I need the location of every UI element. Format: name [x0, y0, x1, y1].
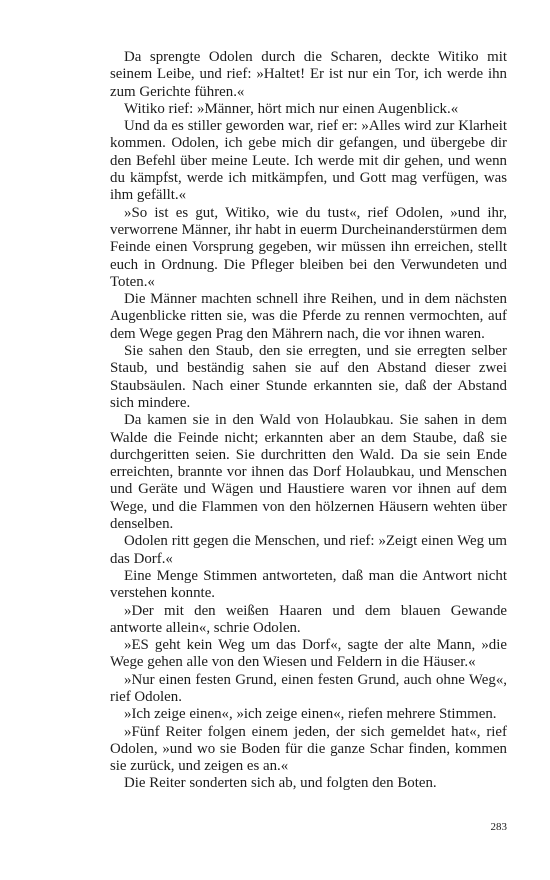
paragraph: Die Reiter sonderten sich ab, und folgten den Boten. — [124, 775, 437, 792]
paragraph: Da kamen sie in den Wald von Holaubkau. Sie sahen in dem Walde die Feinde nicht; erkannten aber an dem Staube, daß sie durchgeritten seien. Sie durchritten den Wald. Da sie sein Ende erreichten, brannte vor ihnen das Dorf Holaubkau, und Menschen und Geräte und Wägen und Haustiere waren vor ihnen auf dem Wege, und die Flammen von den hölzernen Häusern wehten über denselben. — [110, 412, 507, 533]
paragraph: »Ich zeige einen«, »ich zeige einen«, riefen mehrere Stimmen. — [124, 706, 497, 723]
paragraph: »Fünf Reiter folgen einem jeden, der sich gemeldet hat«, rief Odolen, »und wo sie Boden für die ganze Schar finden, kommen sie zurück, und zeigen es an.« — [110, 723, 507, 775]
paragraph: Odolen ritt gegen die Menschen, und rief: »Zeigt einen Weg um das Dorf.« — [110, 533, 507, 567]
paragraph: Witiko rief: »Männer, hört mich nur einen Augenblick.« — [124, 100, 459, 117]
page-number: 283 — [490, 821, 507, 833]
paragraph: Da sprengte Odolen durch die Scharen, deckte Witiko mit seinem Leibe, und rief: »Haltet! Er ist nur ein Tor, ich werde ihn zum Gerichte führen.« — [110, 49, 507, 100]
paragraph: Und da es stiller geworden war, rief er: »Alles wird zur Klarheit kommen. Odolen, ich gebe mich dir gefangen, und übergebe dir den Befehl über meine Leute. Ich werde mit dir gehen, und wenn du kämpfst, werde ich mitkämpfen, und Gott mag verfügen, was ihm gefällt.« — [110, 118, 507, 204]
paragraph: »Nur einen festen Grund, einen festen Grund, auch ohne Weg«, rief Odolen. — [110, 671, 507, 705]
body-text — [110, 49, 507, 793]
paragraph: Eine Menge Stimmen antworteten, daß man die Antwort nicht verstehen konnte. — [110, 567, 507, 602]
paragraph: Sie sahen den Staub, den sie erregten, und sie erregten selber Staub, und beständig sahen sie auf den Abstand dieser zwei Staubsäulen. Nach einer Stunde erkannten sie, daß der Abstand sich mindere. — [110, 343, 507, 411]
paragraph: Die Männer machten schnell ihre Reihen, und in dem nächsten Augenblicke ritten sie, was die Pferde zu rennen vermochten, auf dem Wege gegen Prag den Mährern nach, die vor ihnen waren. — [110, 291, 507, 342]
paragraph: »Der mit den weißen Haaren und dem blauen Gewande antworte allein«, schrie Odolen. — [110, 602, 507, 636]
paragraph: »ES geht kein Weg um das Dorf«, sagte der alte Mann, »die Wege gehen alle von den Wiesen und Feldern in die Häuser.« — [110, 637, 507, 671]
paragraph: »So ist es gut, Witiko, wie du tust«, rief Odolen, »und ihr, verworrene Männer, ihr habt in euerm Durcheinanderstürmen dem Feinde einen Vorsprung gegeben, wir müssen ihn erreichen, stellt euch in Ordnung. Die Pfleger bleiben bei den Verwundeten und Toten.« — [110, 204, 507, 290]
